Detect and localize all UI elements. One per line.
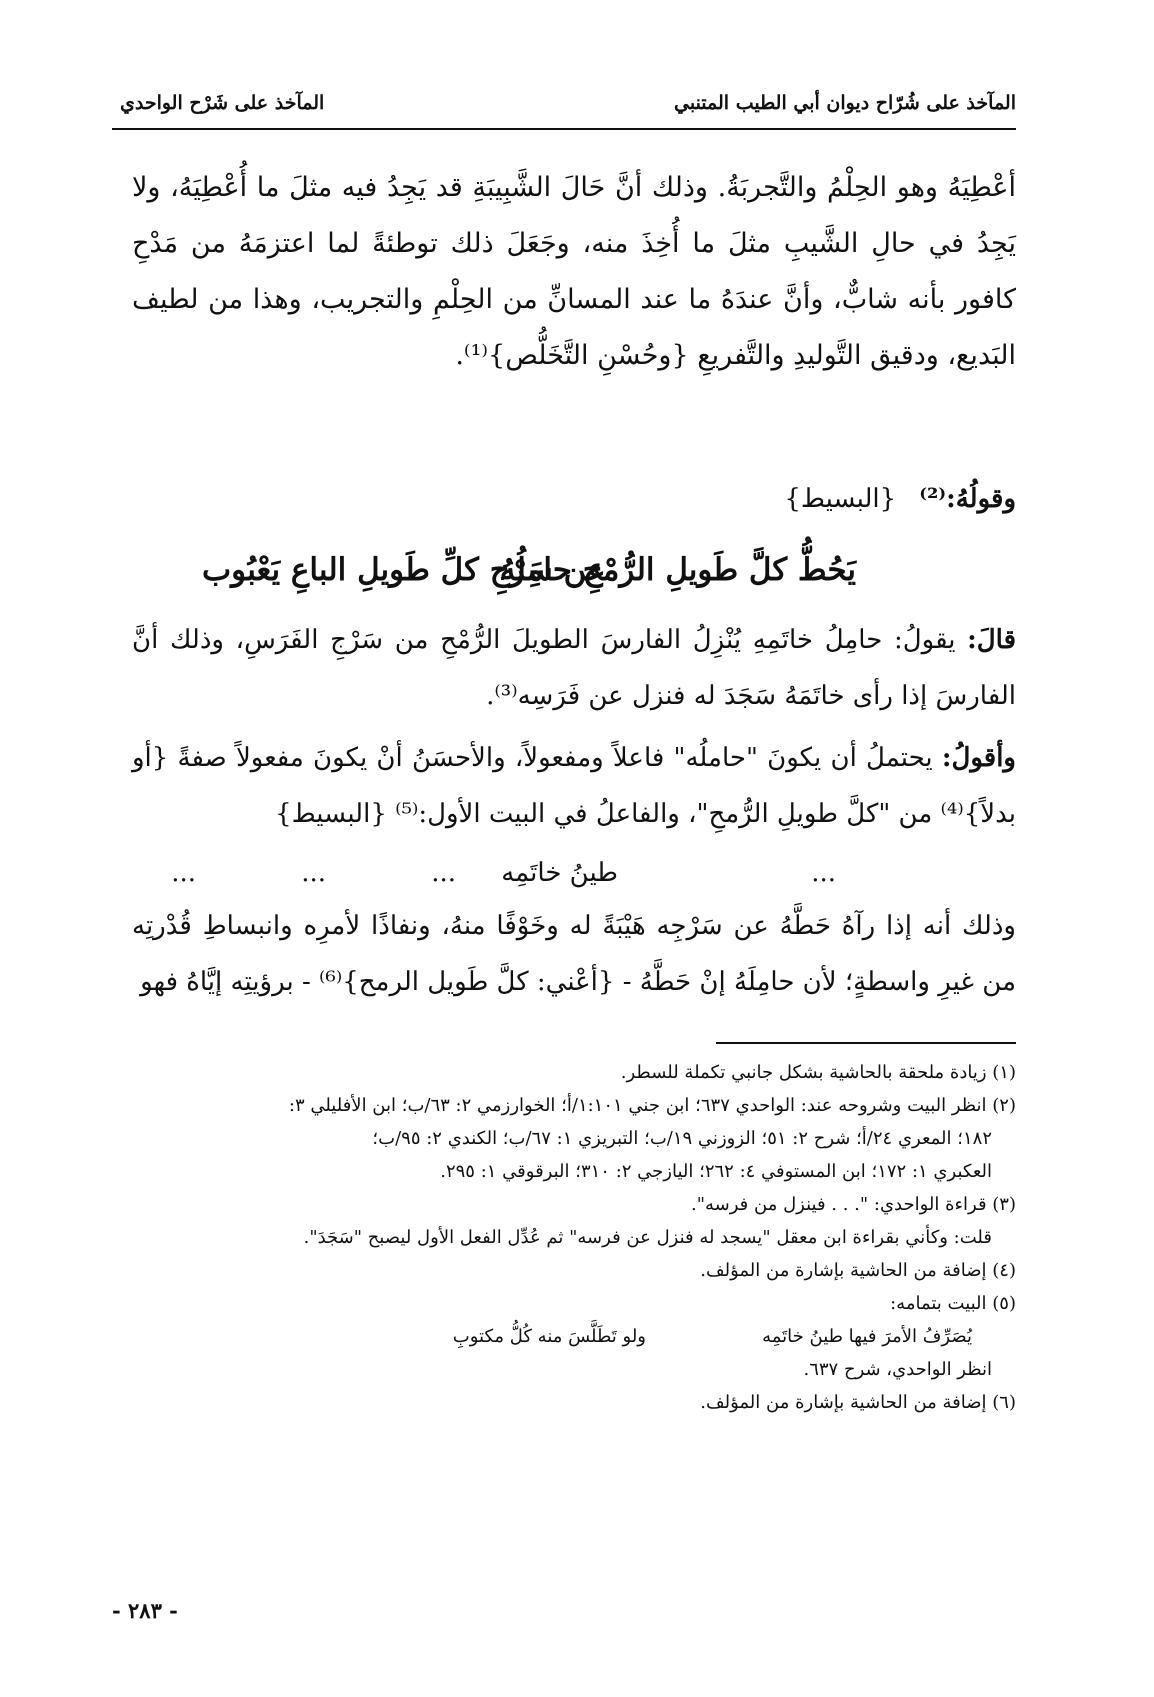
ellipsis: ... [811,858,836,888]
commentary-lead-aqulu: وأقولُ: [941,743,1016,773]
footnote-5-hemistich-2: ولو تَطَلَّسَ منه كُلُّ مكتوبِ [452,1326,646,1347]
footnote-6: (٦) إضافة من الحاشية بإشارة من المؤلف. [700,1392,1016,1413]
paragraph-2 [132,612,1016,724]
paragraph-4: وذلك أنه إذا رآهُ حَطَّهُ عن سَرْجِه هَيْبَةً له وخَوْفًا منهُ، ونفاذًا لأمرِه وانبساطِ قُدْرتِه من غيرِ واسطةٍ؛ لأن حامِلَهُ إنْ حَطَّهُ - {أعْني: كلَّ طَويل الرمح}⁽⁶⁾ - برؤيتِه إيَّاهُ فهو [132,911,1016,997]
running-header [112,88,1016,128]
footnote-4: (٤) إضافة من الحاشية بإشارة من المؤلف. [700,1260,1016,1281]
verse-hemistich-1: يَحُطُّ كلَّ طَويلِ الرُّمْحِ حامِلُهُ [499,552,856,588]
header-book-title: المآخذ على شُرّاح ديوان أبي الطيب المتنبي [674,92,1016,114]
ellipsis: ... [301,858,326,888]
partial-verse-line [132,858,1016,898]
footnote-2: (٢) انظر البيت وشروحه عند: الواحدي ٦٣٧؛ ابن جني ١:١٠١/أ؛ الخوارزمي ٢: ٦٣/ب؛ ابن الأفليلي ٣: [288,1095,1016,1116]
header-rule [112,128,1016,130]
footnote-2-cont: العكبري ١: ١٧٢؛ ابن المستوفي ٤: ٢٦٢؛ اليازجي ٢: ٣١٠؛ البرقوقي ١: ٢٩٥. [440,1161,992,1182]
partial-verse-text: طينُ خاتَمِه [501,858,618,888]
footnote-2-cont: ١٨٢؛ المعري ٢٤/أ؛ شرح ٢: ٥١؛ الزوزني ١٩/ب؛ التبريزي ١: ٦٧/ب؛ الكندي ٢: ٩٥/ب؛ [372,1128,992,1149]
footnote-5: (٥) البيت بتمامه: [890,1293,1016,1314]
verse-intro-label: وقولُهُ:⁽²⁾ [919,484,1016,514]
verse-meter: {البسيط} [784,484,897,514]
footnote-1: (١) زيادة ملحقة بالحاشية بشكل جانبي تكملة للسطر. [620,1062,1016,1083]
footnote-3-note: قلت: وكأني بقراءة ابن معقل "يسجد له فنزل عن فرسه" ثم عُدِّل الفعل الأول ليصبح "سَجَدَ". [303,1227,992,1248]
verse-hemistich-2: عن سَرْجِ كلِّ طَويلِ الباعِ يَعْبُوب [202,552,606,588]
paragraph-2-text: يقولُ: حامِلُ خاتَمِهِ يُنْزِلُ الفارسَ الطويلَ الرُّمْحِ من سَرْجِ الفَرَسِ، وذلك أنَّ الفارسَ إذا رأى خاتَمَهُ سَجَدَ له فنزل عن فَرَسِه⁽³⁾. [132,625,1016,711]
footnotes [120,1056,1016,1419]
paragraph-1: أعْطِيَهُ وهو الحِلْمُ والتَّجربَةُ. وذلك أنَّ حَالَ الشَّبِيبَةِ قد يَجِدُ فيه مثلَ ما أُعْطِيَهُ، ولا يَجِدُ في حالِ الشَّيبِ مثلَ ما أُخِذَ منه، وجَعَلَ ذلك توطئةً لما اعتزمَهُ من مَدْحِ كافور بأنه شابٌّ، وأنَّ عندَهُ ما عند المسانِّ من الحِلْمِ والتجريب، وهذا من لطيف البَديع، ودقيق التَّوليدِ والتَّفريعِ {وحُسْنِ التَّخَلُّص}⁽¹⁾. [132,172,1016,371]
page-number: - ٢٨٣ - [112,1598,178,1623]
footnote-5-ref: انظر الواحدي، شرح ٦٣٧. [803,1359,992,1380]
footnote-3: (٣) قراءة الواحدي: ". . . فينزل من فرسه". [691,1194,1016,1215]
commentary-lead-qala: قالَ: [967,625,1016,655]
poem-verse [132,552,1016,600]
ellipsis: ... [171,858,196,888]
paragraph-3-text: يحتملُ أن يكونَ "حاملُه" فاعلاً ومفعولاً، والأحسَنُ أنْ يكونَ مفعولاً صفةً {أو بدلاً}⁽⁴⁾ من "كلَّ طويلِ الرُّمحِ"، والفاعلُ في البيت الأول:⁽⁵⁾ {البسيط} [132,743,1016,829]
footnote-5-hemistich-1: يُصَرِّفُ الأمرَ فيها طينُ خاتَمِه [762,1326,972,1347]
footnote-rule [716,1042,1016,1044]
footnote-5-verse [120,1320,1016,1353]
header-section-title: المآخذ على شَرْح الواحدي [120,92,325,114]
verse-intro [784,484,1016,514]
ellipsis: ... [431,858,456,888]
paragraph-3 [132,730,1016,842]
